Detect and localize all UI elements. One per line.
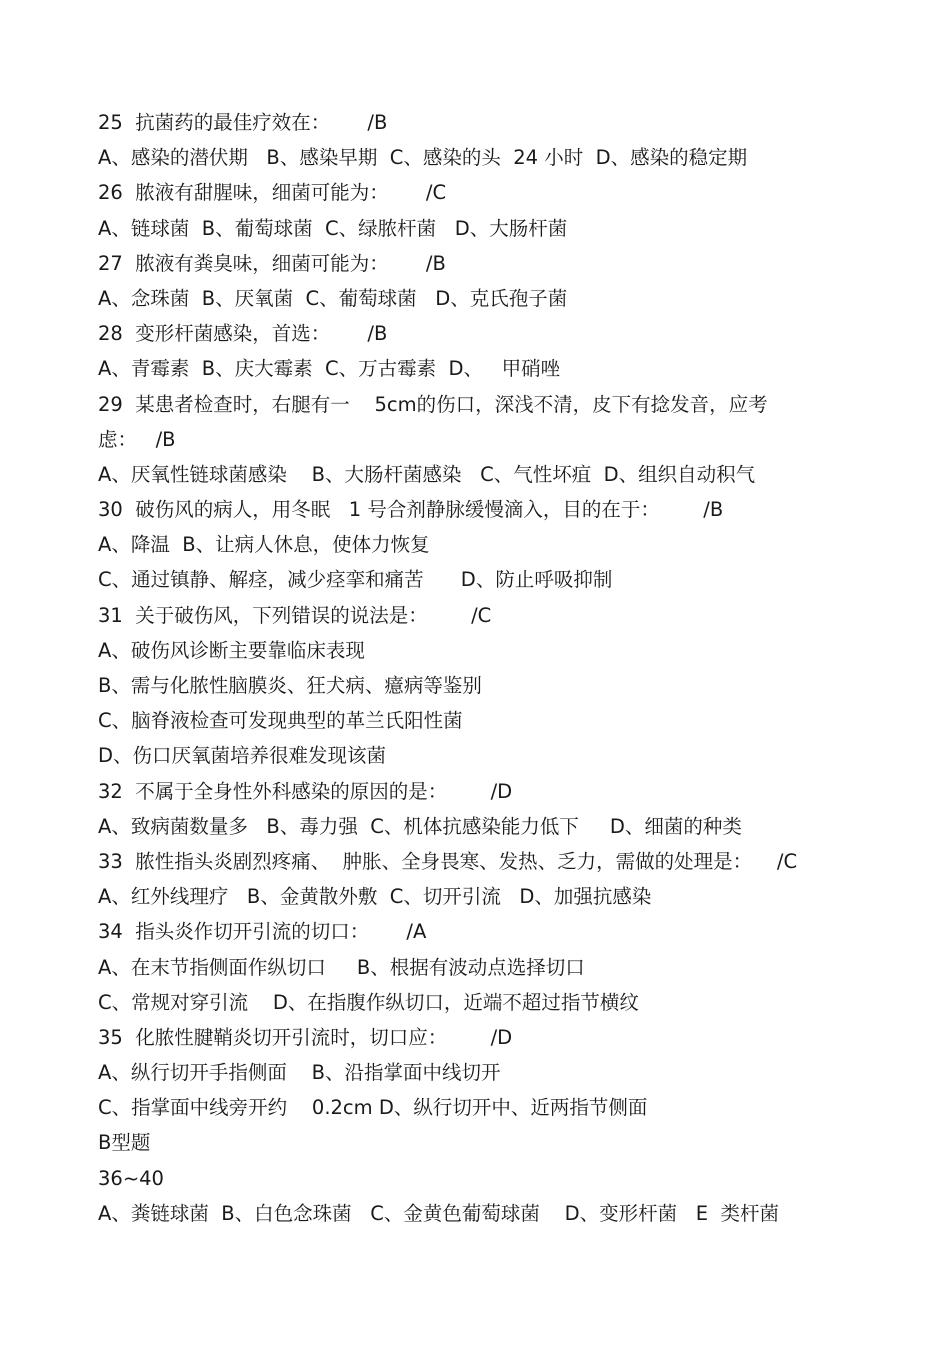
text-line: C、脑脊液检查可发现典型的革兰氏阳性菌 (98, 709, 463, 733)
text-line: 35 化脓性腱鞘炎切开引流时，切口应： /D (98, 1025, 513, 1049)
text-line: A、厌氧性链球菌感染 B、大肠杆菌感染 C、气性坏疽 D、组织自动积气 (98, 462, 756, 486)
text-line: A、纵行切开手指侧面 B、沿指掌面中线切开 (98, 1061, 501, 1085)
text-line: A、青霉素 B、庆大霉素 C、万古霉素 D、 甲硝唑 (98, 357, 561, 381)
text-line: 26 脓液有甜腥味，细菌可能为： /C (98, 181, 447, 205)
text-line: 32 不属于全身性外科感染的原因的是： /D (98, 779, 513, 803)
text-line: 36~40 (98, 1166, 164, 1190)
question-text (98, 105, 868, 1231)
text-line: 31 关于破伤风，下列错误的说法是： /C (98, 603, 492, 627)
text-line: 28 变形杆菌感染，首选： /B (98, 322, 388, 346)
text-line: 30 破伤风的病人，用冬眠 1 号合剂静脉缓慢滴入，目的在于： /B (98, 498, 724, 522)
text-line: 34 指头炎作切开引流的切口： /A (98, 920, 427, 944)
text-line: 25 抗菌药的最佳疗效在： /B (98, 111, 388, 134)
text-line: B、需与化脓性脑膜炎、狂犬病、癔病等鉴别 (98, 674, 482, 697)
text-line: A、感染的潜伏期 B、感染早期 C、感染的头 24 小时 D、感染的稳定期 (98, 146, 748, 170)
text-line: A、破伤风诊断主要靠临床表现 (98, 638, 365, 662)
text-line: A、链球菌 B、葡萄球菌 C、绿脓杆菌 D、大肠杆菌 (98, 216, 568, 240)
text-line: A、粪链球菌 B、白色念珠菌 C、金黄色葡萄球菌 D、变形杆菌 E 类杆菌 (98, 1201, 779, 1225)
text-line: A、念珠菌 B、厌氧菌 C、葡萄球菌 D、克氏孢子菌 (98, 286, 568, 310)
text-line: C、常规对穿引流 D、在指腹作纵切口，近端不超过指节横纹 (98, 990, 639, 1014)
text-line: C、指掌面中线旁开约 0.2cm D、纵行切开中、近两指节侧面 (98, 1096, 648, 1120)
text-line: A、降温 B、让病人休息，使体力恢复 (98, 533, 430, 557)
text-line: 27 脓液有粪臭味，细菌可能为： /B (98, 251, 446, 275)
text-line: A、致病菌数量多 B、毒力强 C、机体抗感染能力低下 D、细菌的种类 (98, 814, 742, 838)
text-line: A、红外线理疗 B、金黄散外敷 C、切开引流 D、加强抗感染 (98, 885, 652, 909)
text-line: C、通过镇静、解痉，减少痉挛和痛苦 D、防止呼吸抑制 (98, 568, 613, 592)
text-line: D、伤口厌氧菌培养很难发现该菌 (98, 744, 387, 768)
text-line: 33 脓性指头炎剧烈疼痛、 肿胀、全身畏寒、发热、乏力，需做的处理是： /C (98, 849, 798, 873)
text-line: A、在末节指侧面作纵切口 B、根据有波动点选择切口 (98, 955, 585, 979)
text-line: 29 某患者检查时，右腿有一 5cm的伤口，深浅不清，皮下有捻发音，应考 (98, 392, 768, 416)
text-line: 虑： /B (98, 427, 176, 451)
text-line: B型题 (98, 1131, 151, 1155)
